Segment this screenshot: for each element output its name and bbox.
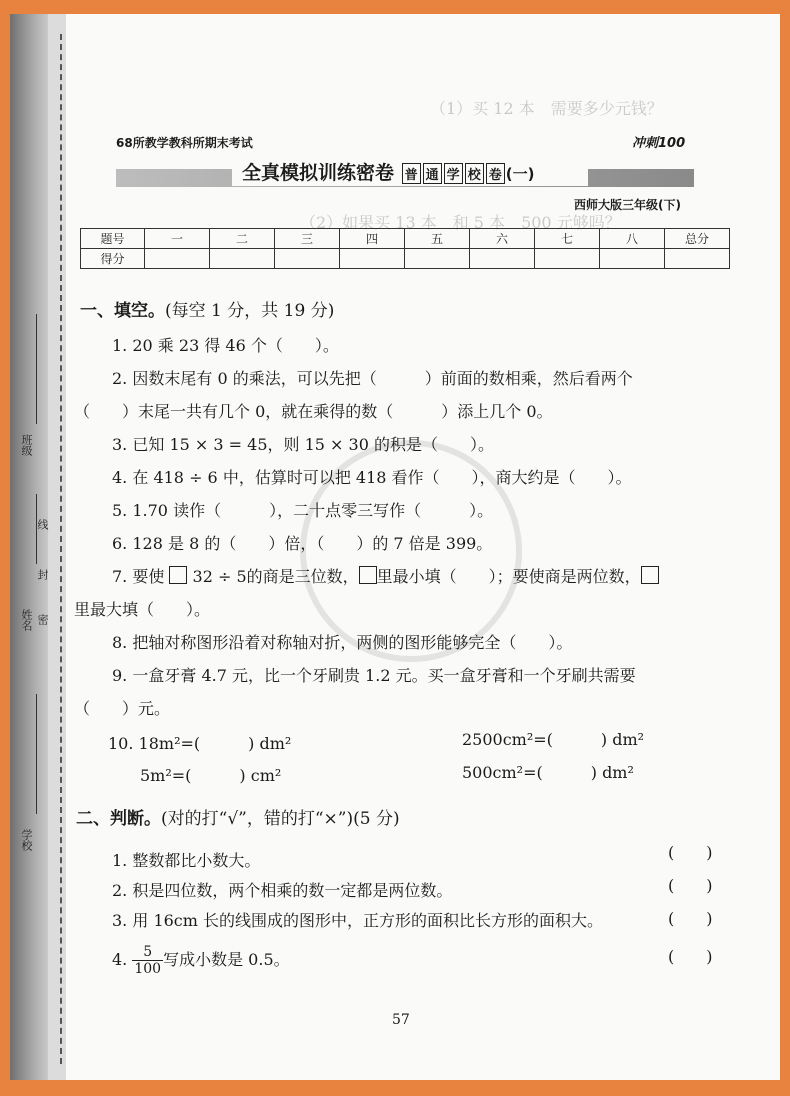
- score-cell[interactable]: [275, 249, 340, 269]
- badge-char: 学: [444, 163, 463, 184]
- answer-paren[interactable]: ( ): [668, 843, 713, 862]
- question-1-8: 8. 把轴对称图形沿着对称轴对折，两侧的图形能够完全（ ）。: [112, 633, 573, 652]
- seal-label-seal: 封: [36, 569, 49, 580]
- score-row-label: 得分: [81, 249, 145, 269]
- score-cell[interactable]: [210, 249, 275, 269]
- question-1-3: 3. 已知 15 × 3 = 45，则 15 × 30 的积是（ ）。: [112, 435, 494, 454]
- section2-heading: 二、判断。: [76, 809, 161, 829]
- class-write-line: [36, 314, 37, 424]
- badge-char: 通: [423, 163, 442, 184]
- exam-title: [242, 158, 534, 185]
- score-header-row: [81, 229, 730, 249]
- page-number: 57: [392, 1012, 410, 1028]
- seal-label-secret: 密: [36, 614, 49, 625]
- score-cell[interactable]: [535, 249, 600, 269]
- score-cell[interactable]: [665, 249, 730, 269]
- score-header-cell: 三: [275, 229, 340, 249]
- section2-title: [76, 804, 400, 829]
- question-1-4: 4. 在 418 ÷ 6 中，估算时可以把 418 看作（ ），商大约是（ ）。: [112, 468, 632, 487]
- question-1-6: 6. 128 是 8 的（ ）倍，（ ）的 7 倍是 399。: [112, 534, 493, 553]
- badge-char: 校: [465, 163, 484, 184]
- score-header-cell: 六: [470, 229, 535, 249]
- blank-box: [359, 566, 377, 584]
- question-1-7a: [112, 564, 659, 587]
- score-cell[interactable]: [600, 249, 665, 269]
- question-1-10c: 5m²=( ) cm²: [140, 766, 282, 785]
- question-1-5: 5. 1.70 读作（ ），二十点零三写作（ ）。: [112, 501, 494, 520]
- section2-note: (对的打“√”，错的打“×”)(5 分): [161, 809, 400, 829]
- brand-label: 冲刺100: [632, 136, 686, 151]
- score-table: [80, 228, 730, 269]
- question-2-3: 3. 用 16cm 长的线围成的图形中，正方形的面积比长方形的面积大。: [112, 911, 604, 930]
- badge-char: 普: [402, 163, 421, 184]
- question-1-2a: 2. 因数末尾有 0 的乘法，可以先把（ ）前面的数相乘，然后看两个: [112, 369, 633, 388]
- class-label: 班级: [20, 434, 33, 456]
- score-cell[interactable]: [340, 249, 405, 269]
- question-2-4: [112, 944, 290, 977]
- score-cell[interactable]: [405, 249, 470, 269]
- score-cell[interactable]: [470, 249, 535, 269]
- blank-box: [169, 566, 187, 584]
- ghost-text: （1）买 12 本 需要多少元钱？: [430, 99, 663, 118]
- question-1-1: 1. 20 乘 23 得 46 个（ ）。: [112, 336, 339, 355]
- section1-heading: 一、填空。: [80, 301, 165, 321]
- q7-part2: 32 ÷ 5的商是三位数，: [192, 567, 359, 586]
- blank-box: [641, 566, 659, 584]
- title-text: 全真模拟训练密卷: [242, 162, 395, 184]
- question-1-7b: 里最大填（ ）。: [74, 600, 211, 619]
- q4-prefix: 4.: [112, 950, 128, 969]
- score-header-cell: 八: [600, 229, 665, 249]
- fraction-denominator: 100: [134, 961, 162, 977]
- answer-paren[interactable]: ( ): [668, 876, 713, 895]
- score-row: [81, 249, 730, 269]
- school-label: 学校: [20, 829, 33, 851]
- score-header-cell: 四: [340, 229, 405, 249]
- question-1-9a: 9. 一盒牙膏 4.7 元，比一个牙刷贵 1.2 元。买一盒牙膏和一个牙刷共需要: [112, 666, 636, 685]
- exam-source: 68所教学教科所期末考试: [116, 136, 253, 150]
- q4-suffix: 写成小数是 0.5。: [163, 950, 290, 969]
- book-binding: [10, 14, 48, 1080]
- name-label: 姓名: [20, 609, 33, 631]
- question-1-9b: （ ）元。: [74, 699, 171, 718]
- badge-suffix: (一): [505, 165, 535, 183]
- question-2-1: 1. 整数都比小数大。: [112, 851, 261, 870]
- question-1-10b: 2500cm²=( ) dm²: [462, 730, 645, 749]
- answer-paren[interactable]: ( ): [668, 947, 713, 966]
- answer-paren[interactable]: ( ): [668, 909, 713, 928]
- score-header-cell: 七: [535, 229, 600, 249]
- school-write-line: [36, 694, 37, 814]
- badge-char: 卷: [486, 163, 505, 184]
- score-header-cell: 一: [145, 229, 210, 249]
- binding-gutter: [48, 14, 66, 1080]
- score-header-cell: 题号: [81, 229, 145, 249]
- score-header-cell: 二: [210, 229, 275, 249]
- section1-note: (每空 1 分，共 19 分): [165, 301, 335, 321]
- score-header-cell: 总分: [665, 229, 730, 249]
- question-1-10d: 500cm²=( ) dm²: [462, 763, 634, 782]
- grade-label: 西师大版三年级(下): [574, 198, 681, 212]
- fraction: [132, 944, 163, 977]
- seal-dash-line: [60, 34, 62, 1064]
- section1-title: [80, 296, 334, 321]
- question-2-2: 2. 积是四位数，两个相乘的数一定都是两位数。: [112, 881, 453, 900]
- question-1-10a: 10. 18m²=( ) dm²: [108, 734, 292, 753]
- q7-part1: 7. 要使: [112, 567, 165, 586]
- seal-label-line: 线: [36, 519, 49, 530]
- fraction-numerator: 5: [132, 944, 163, 961]
- question-1-2b: （ ）末尾一共有几个 0，就在乘得的数（ ）添上几个 0。: [74, 402, 553, 421]
- q7-part3: 里最小填（ ）；要使商是两位数，: [376, 567, 641, 586]
- score-header-cell: 五: [405, 229, 470, 249]
- score-cell[interactable]: [145, 249, 210, 269]
- ghost-text: （2）如果买 13 本 和 5 本 500 元够吗？: [300, 213, 621, 232]
